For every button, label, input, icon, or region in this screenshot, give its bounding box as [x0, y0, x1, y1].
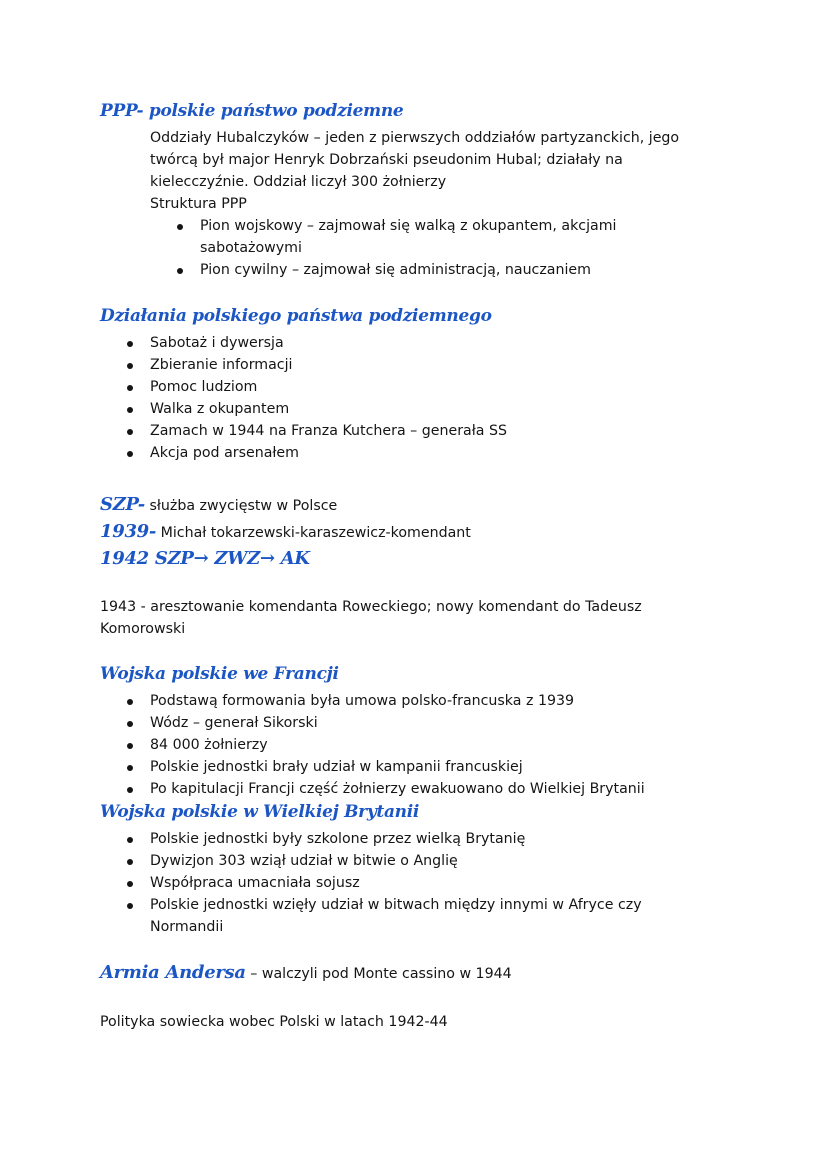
heading-francja: Wojska polskie we Francji [100, 664, 339, 684]
szp-line [100, 494, 337, 515]
szp-text: służba zwycięstw w Polsce [144, 498, 338, 514]
brytania-bullet-3: Współpraca umacniała sojusz [150, 875, 360, 891]
dzialania-bullet-3: Pomoc ludziom [150, 379, 258, 395]
francja-bullet-3: 84 000 żołnierzy [150, 737, 268, 753]
ppp-structure-label: Struktura PPP [150, 196, 247, 212]
year-1939-line [100, 521, 471, 542]
ppp-bullet-1-line-1: Pion wojskowy – zajmował się walką z okupantem, akcjami [200, 218, 617, 234]
bullet-icon [127, 721, 133, 727]
heading-brytania: Wojska polskie w Wielkiej Brytanii [100, 802, 420, 822]
year-1942-accent: 1942 SZP→ ZWZ→ AK [100, 548, 310, 569]
bullet-icon [127, 451, 133, 457]
dzialania-bullet-6: Akcja pod arsenałem [150, 445, 299, 461]
anders-accent: Armia Andersa [100, 962, 246, 983]
anders-line [100, 962, 512, 983]
bullet-icon [127, 407, 133, 413]
ppp-paragraph-line-2: twórcą był major Henryk Dobrzański pseudonim Hubal; działały na [150, 152, 623, 168]
ppp-bullet-1-line-2: sabotażowymi [200, 240, 302, 256]
heading-dzialania: Działania polskiego państwa podziemnego [100, 306, 492, 326]
bullet-icon [127, 363, 133, 369]
paragraph-1943-line-2: Komorowski [100, 621, 186, 637]
dzialania-bullet-5: Zamach w 1944 na Franza Kutchera – generała SS [150, 423, 507, 439]
bullet-icon [127, 881, 133, 887]
bullet-icon [127, 787, 133, 793]
francja-bullet-2: Wódz – generał Sikorski [150, 715, 318, 731]
dzialania-bullet-4: Walka z okupantem [150, 401, 290, 417]
dzialania-bullet-1: Sabotaż i dywersja [150, 335, 284, 351]
bullet-icon [127, 341, 133, 347]
szp-accent: SZP- [100, 494, 145, 515]
dzialania-bullet-2: Zbieranie informacji [150, 357, 293, 373]
brytania-bullet-4-line-2: Normandii [150, 919, 224, 935]
bullet-icon [127, 903, 133, 909]
bullet-icon [127, 765, 133, 771]
bullet-icon [127, 859, 133, 865]
paragraph-1943-line-1: 1943 - aresztowanie komendanta Roweckiego; nowy komendant do Tadeusz [100, 599, 642, 615]
francja-bullet-4: Polskie jednostki brały udział w kampanii francuskiej [150, 759, 523, 775]
year-1942-line [100, 548, 310, 569]
heading-ppp: PPP- polskie państwo podziemne [100, 101, 404, 121]
brytania-bullet-2: Dywizjon 303 wziął udział w bitwie o Anglię [150, 853, 458, 869]
brytania-bullet-1: Polskie jednostki były szkolone przez wielką Brytanię [150, 831, 526, 847]
brytania-bullet-4-line-1: Polskie jednostki wzięły udział w bitwach między innymi w Afryce czy [150, 897, 642, 913]
francja-bullet-1: Podstawą formowania była umowa polsko-francuska z 1939 [150, 693, 575, 709]
bullet-icon [177, 224, 183, 230]
bullet-icon [127, 743, 133, 749]
year-1939-text: Michał tokarzewski-karaszewicz-komendant [156, 525, 471, 541]
bullet-icon [127, 385, 133, 391]
bullet-icon [177, 268, 183, 274]
bullet-icon [127, 699, 133, 705]
polityka-line: Polityka sowiecka wobec Polski w latach 1942-44 [100, 1014, 448, 1030]
ppp-paragraph-line-3: kielecczyźnie. Oddział liczył 300 żołnierzy [150, 174, 447, 190]
anders-text: – walczyli pod Monte cassino w 1944 [245, 966, 512, 982]
ppp-bullet-2: Pion cywilny – zajmował się administracją, nauczaniem [200, 262, 591, 278]
bullet-icon [127, 837, 133, 843]
bullet-icon [127, 429, 133, 435]
ppp-paragraph-line-1: Oddziały Hubalczyków – jeden z pierwszych oddziałów partyzanckich, jego [150, 130, 680, 146]
year-1939-accent: 1939- [100, 521, 157, 542]
francja-bullet-5: Po kapitulacji Francji część żołnierzy ewakuowano do Wielkiej Brytanii [150, 781, 645, 797]
